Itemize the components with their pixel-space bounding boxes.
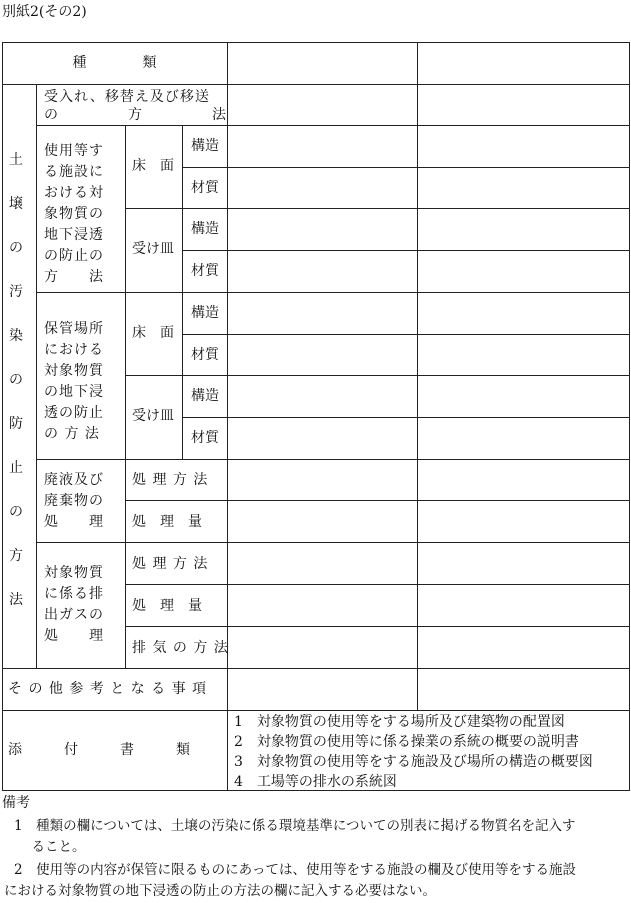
hokan-yuka-label: 床 面 xyxy=(132,325,174,341)
attachment-item: 2 対象物質の使用等に係る操業の系統の概要の説明書 xyxy=(234,734,579,750)
haishutsu-label: 対象物質 に係る排 出ガスの 処 理 xyxy=(44,565,104,644)
shiyou-yuka-label: 床 面 xyxy=(132,158,174,174)
attachment-item: 3 対象物質の使用等をする施設及び場所の構造の概要図 xyxy=(234,754,593,770)
uke-label-1: 受入れ、移替え及び移送 xyxy=(44,89,210,105)
haishutsu-amount: 処 理 量 xyxy=(132,598,202,614)
haieki-method: 処 理 方 法 xyxy=(132,472,209,488)
hokan-yuka-kouzou: 構造 xyxy=(191,305,219,321)
shiyou-yuka-kouzou: 構造 xyxy=(191,138,219,154)
haishutsu-method: 処 理 方 法 xyxy=(132,556,209,572)
haishutsu-exhaust: 排 気 の 方 法 xyxy=(132,640,229,656)
uke-label-2: の 方 法 xyxy=(44,107,226,123)
attachments-label: 添 付 書 類 xyxy=(8,742,190,758)
shiyou-ukezara-kouzou: 構造 xyxy=(191,221,219,237)
remark-item-2: 2 使用等の内容が保管に限るものにあっては、使用等をする施設の欄及び使用等をする施設 における対象物質の地下浸透の防止の方法の欄に記入する必要はない。 xyxy=(4,862,576,899)
haieki-amount: 処 理 量 xyxy=(132,514,202,530)
shiyou-yuka-zaishitsu: 材質 xyxy=(191,180,219,196)
hokan-label: 保管場所 における 対象物質 の地下浸 透の防止 の 方 法 xyxy=(44,321,104,442)
attachment-item: 4 工場等の排水の系統図 xyxy=(234,774,397,790)
shiyou-ukezara-zaishitsu: 材質 xyxy=(191,263,219,279)
other-reference-label: そ の 他 参 考 と な る 事 項 xyxy=(8,681,208,697)
main-section-label xyxy=(6,138,26,622)
hokan-ukezara-zaishitsu: 材質 xyxy=(191,430,219,446)
attachments-list xyxy=(234,712,593,792)
remarks-title: 備考 xyxy=(2,795,30,811)
hokan-ukezara-kouzou: 構造 xyxy=(191,388,219,404)
remark-item-1: 1 種類の欄については、土壌の汚染に係る環境基準についての別表に掲げる物質名を記入す ること。 xyxy=(14,818,576,855)
shiyou-ukezara-label: 受け皿 xyxy=(132,241,174,257)
kind-label: 種 類 xyxy=(72,55,157,71)
page-title: 別紙2(その2) xyxy=(2,4,87,20)
hokan-yuka-zaishitsu: 材質 xyxy=(191,347,219,363)
shiyou-label: 使用等す る施設に おける対 象物質の 地下浸透 の防止の 方 法 xyxy=(44,143,104,285)
attachment-item: 1 対象物質の使用等をする場所及び建築物の配置図 xyxy=(234,714,565,730)
hokan-ukezara-label: 受け皿 xyxy=(132,408,174,424)
haieki-label: 廃液及び 廃棄物の 処 理 xyxy=(44,472,104,530)
main-label-text: 土壌の汚染の防止の方法 xyxy=(9,152,23,608)
